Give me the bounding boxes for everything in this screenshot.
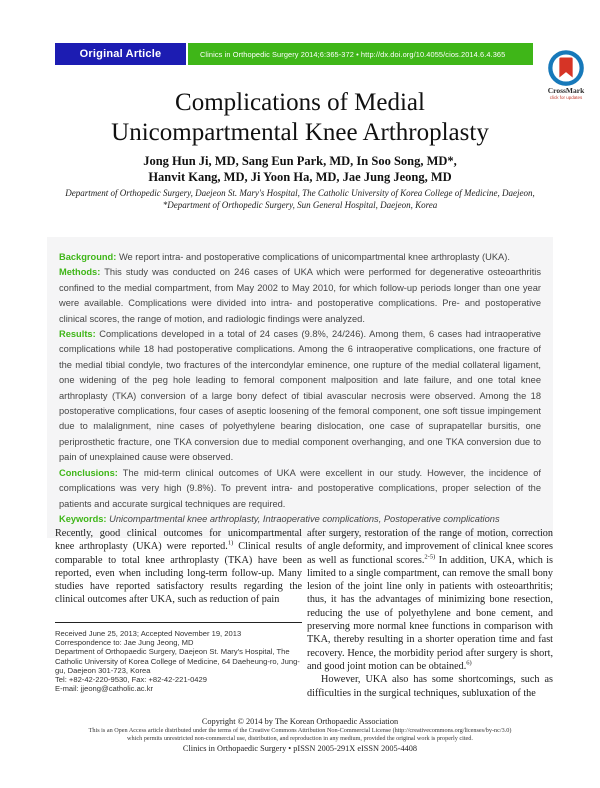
- journal-issn-line: Clinics in Orthopaedic Surgery • pISSN 2005-291X eISSN 2005-4408: [182, 744, 418, 754]
- abstract-text-background: We report intra- and postoperative complications of unicompartmental knee arthroplasty (UKA).: [118, 252, 510, 262]
- body-column-right: [307, 527, 553, 700]
- crossmark-label: CrossMark: [547, 86, 585, 95]
- author-line1: Jong Hun Ji, MD, Sang Eun Park, MD, In Soo Song, MD*,: [143, 154, 457, 168]
- body-paragraph-right-1: after surgery, restoration of the range of motion, correction of angle deformity, and improvement of clinical knee scores as well as functional scores.$^{2-5)}$ In addition, UKA, which is limited to a single compartment, can remove the small bony lesion of the joint line only in patients with osteoarthritis; thus, it has the advantages of minimizing bone resection, reducing the use of polyethylene and bone cement, and preserving more normal knee functions in comparison with TKA, thereby resulting in a shorter operation time and fast recovery. Hence, the morbidity period after surgery is short, and good joint motion can be obtained.$^{6)}$: [307, 528, 553, 672]
- journal-citation-bar: Clinics in Orthopedic Surgery 2014;6:365-372 • http://dx.doi.org/10.4055/cios.2014.6.4.365: [188, 43, 533, 65]
- author-line2: Hanvit Kang, MD, Ji Yoon Ha, MD, Jae Jung Jeong, MD: [148, 170, 452, 184]
- body-column-left: [55, 527, 302, 607]
- abstract-results: [59, 327, 541, 466]
- abstract-label-background: Background:: [59, 252, 117, 262]
- article-type-badge: Original Article: [55, 43, 186, 65]
- abstract-text-conclusions: The mid-term clinical outcomes of UKA were excellent in our study. However, the incidence of complications was very high (9.8%). To prevent intra- and postoperative complications, proper selection of the patients and accurate surgical techniques are required.: [59, 467, 541, 509]
- page-header: [0, 43, 600, 100]
- affiliation-line2: *Department of Orthopedic Surgery, Sun General Hospital, Daejeon, Korea: [162, 200, 438, 210]
- tel-fax: Tel: +82-42-220-9530, Fax: +82-42-221-0429: [55, 675, 207, 685]
- abstract-box: [47, 237, 553, 538]
- paper-title: [0, 88, 600, 148]
- affiliations: [0, 187, 600, 211]
- abstract-methods: [59, 265, 541, 327]
- license-line2: which permits unrestricted non-commercial use, distribution, and reproduction in any medium, provided the original work is properly cited.: [127, 734, 473, 742]
- crossmark-icon: [538, 49, 594, 87]
- author-list: [0, 153, 600, 185]
- license-line1: This is an Open Access article distributed under the terms of the Creative Commons Attribution Non-Commercial License (http://creativecommons.org/licenses/by-nc/3.0): [88, 727, 512, 734]
- paper-title-line1: Complications of Medial: [175, 89, 425, 116]
- affiliation-line1: Department of Orthopedic Surgery, Daejeon St. Mary's Hospital, The Catholic University of Korea College of Medicine, Daejeon,: [65, 188, 535, 198]
- email: E-mail: jjeong@catholic.ac.kr: [55, 684, 154, 694]
- abstract-label-results: Results:: [59, 329, 96, 340]
- footnote-divider: [55, 622, 302, 623]
- correspondence-to: Correspondence to: Jae Jung Jeong, MD: [55, 638, 194, 648]
- correspondence-footnote: [55, 622, 306, 693]
- abstract-text-results: Complications developed in a total of 24 cases (9.8%, 24/246). Among them, 6 cases had intraoperative complications while 18 had postoperative complications. Among the 6 intraoperative complications, one fracture of the medial tibial condyle, two fractures of the intercondylar eminence, one rupture of the medial collateral ligament, one widening of the peg hole leading to femoral component malposition and late failure, and one total knee arthroplasty (TKA) conversion of a large bony defect of tibial avascular necrosis were observed. Among the 18 postoperative complications, four cases of aseptic loosening of the femoral component, one soft tissue impingement due to malalignment, nine cases of polyethylene bearing dislocation, one case of suprapatellar bursitis, one periprosthetic fracture, one TKA conversion due to medial component overhanging, and one TKA conversion due to pain of unexplained cause were observed.: [59, 329, 541, 463]
- copyright-footer: [0, 717, 600, 754]
- body-paragraph-left: Recently, good clinical outcomes for unicompartmental knee arthroplasty (UKA) were reported.$^{1)}$ Clinical results comparable to total knee arthroplasty (TKA) have been reported, even when including long-term follow-up. Many studies have reported satisfactory results regarding the clinical outcomes after UKA, such as reduction of pain: [55, 528, 302, 606]
- abstract-text-methods: This study was conducted on 246 cases of UKA which were performed for degenerative osteoarthritis confined to the medial compartment, from May 2002 to May 2010, for which follow-up periods longer than one year were available. Complications were divided into intra- and postoperative complications. Pre- and postoperative clinical scores, the range of motion, and radiologic findings were analyzed.: [59, 267, 541, 324]
- abstract-keywords: [59, 512, 541, 527]
- correspondence-address: Department of Orthopaedic Surgery, Daejeon St. Mary's Hospital, The Catholic University of Korea College of Medicine, 64 Daeheung-ro, Jung-gu, Daejeon 301-723, Korea: [55, 647, 300, 675]
- paper-title-line2: Unicompartmental Knee Arthroplasty: [111, 119, 489, 146]
- abstract-conclusions: [59, 466, 541, 512]
- abstract-label-keywords: Keywords:: [59, 513, 107, 524]
- abstract-background: [59, 250, 541, 265]
- received-accepted-dates: Received June 25, 2013; Accepted November 19, 2013: [55, 629, 242, 638]
- abstract-label-conclusions: Conclusions:: [59, 467, 118, 478]
- body-paragraph-right-2: However, UKA also has some shortcomings, such as difficulties in the surgical techniques, subluxation of the: [307, 674, 553, 699]
- copyright-line: Copyright © 2014 by The Korean Orthopaedic Association: [201, 717, 399, 726]
- abstract-label-methods: Methods:: [59, 267, 101, 278]
- abstract-text-keywords: Unicompartmental knee arthroplasty, Intraoperative complications, Postoperative complications: [109, 513, 500, 524]
- crossmark-subtext: click for updates: [549, 95, 583, 100]
